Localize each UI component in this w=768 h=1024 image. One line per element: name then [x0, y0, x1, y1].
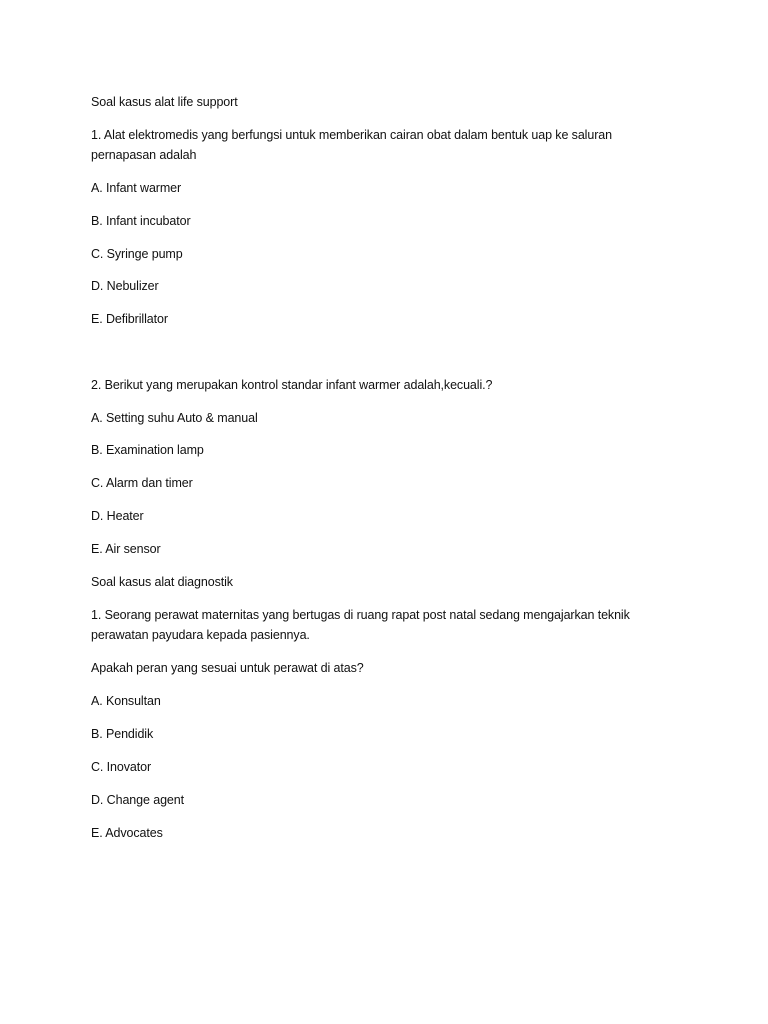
diag-question-1-text-line-1: 1. Seorang perawat maternitas yang bertugas di ruang rapat post natal sedang mengajarkan teknik [91, 608, 630, 622]
section-heading-life-support: Soal kasus alat life support [91, 95, 238, 109]
question-2-option-d: D. Heater [91, 509, 144, 523]
question-1-text-line-1: 1. Alat elektromedis yang berfungsi untuk memberikan cairan obat dalam bentuk uap ke saluran [91, 128, 612, 142]
diag-question-1-prompt: Apakah peran yang sesuai untuk perawat di atas? [91, 661, 364, 675]
diag-question-1-option-a: A. Konsultan [91, 694, 161, 708]
question-1-text-line-2: pernapasan adalah [91, 148, 197, 162]
diag-question-1-option-e: E. Advocates [91, 826, 163, 840]
question-2-text: 2. Berikut yang merupakan kontrol standar infant warmer adalah,kecuali.? [91, 378, 493, 392]
question-2-option-a: A. Setting suhu Auto & manual [91, 411, 258, 425]
question-1-option-e: E. Defibrillator [91, 312, 168, 326]
question-2-option-e: E. Air sensor [91, 542, 161, 556]
diag-question-1-text-line-2: perawatan payudara kepada pasiennya. [91, 628, 310, 642]
question-1-option-a: A. Infant warmer [91, 181, 182, 195]
question-1-option-c: C. Syringe pump [91, 247, 183, 261]
question-1-option-d: D. Nebulizer [91, 279, 159, 293]
question-2-option-b: B. Examination lamp [91, 443, 204, 457]
diag-question-1-option-c: C. Inovator [91, 760, 152, 774]
diag-question-1-option-d: D. Change agent [91, 793, 185, 807]
diag-question-1-option-b: B. Pendidik [91, 727, 154, 741]
section-heading-diagnostik: Soal kasus alat diagnostik [91, 575, 233, 589]
question-1-option-b: B. Infant incubator [91, 214, 191, 228]
question-2-option-c: C. Alarm dan timer [91, 476, 193, 490]
